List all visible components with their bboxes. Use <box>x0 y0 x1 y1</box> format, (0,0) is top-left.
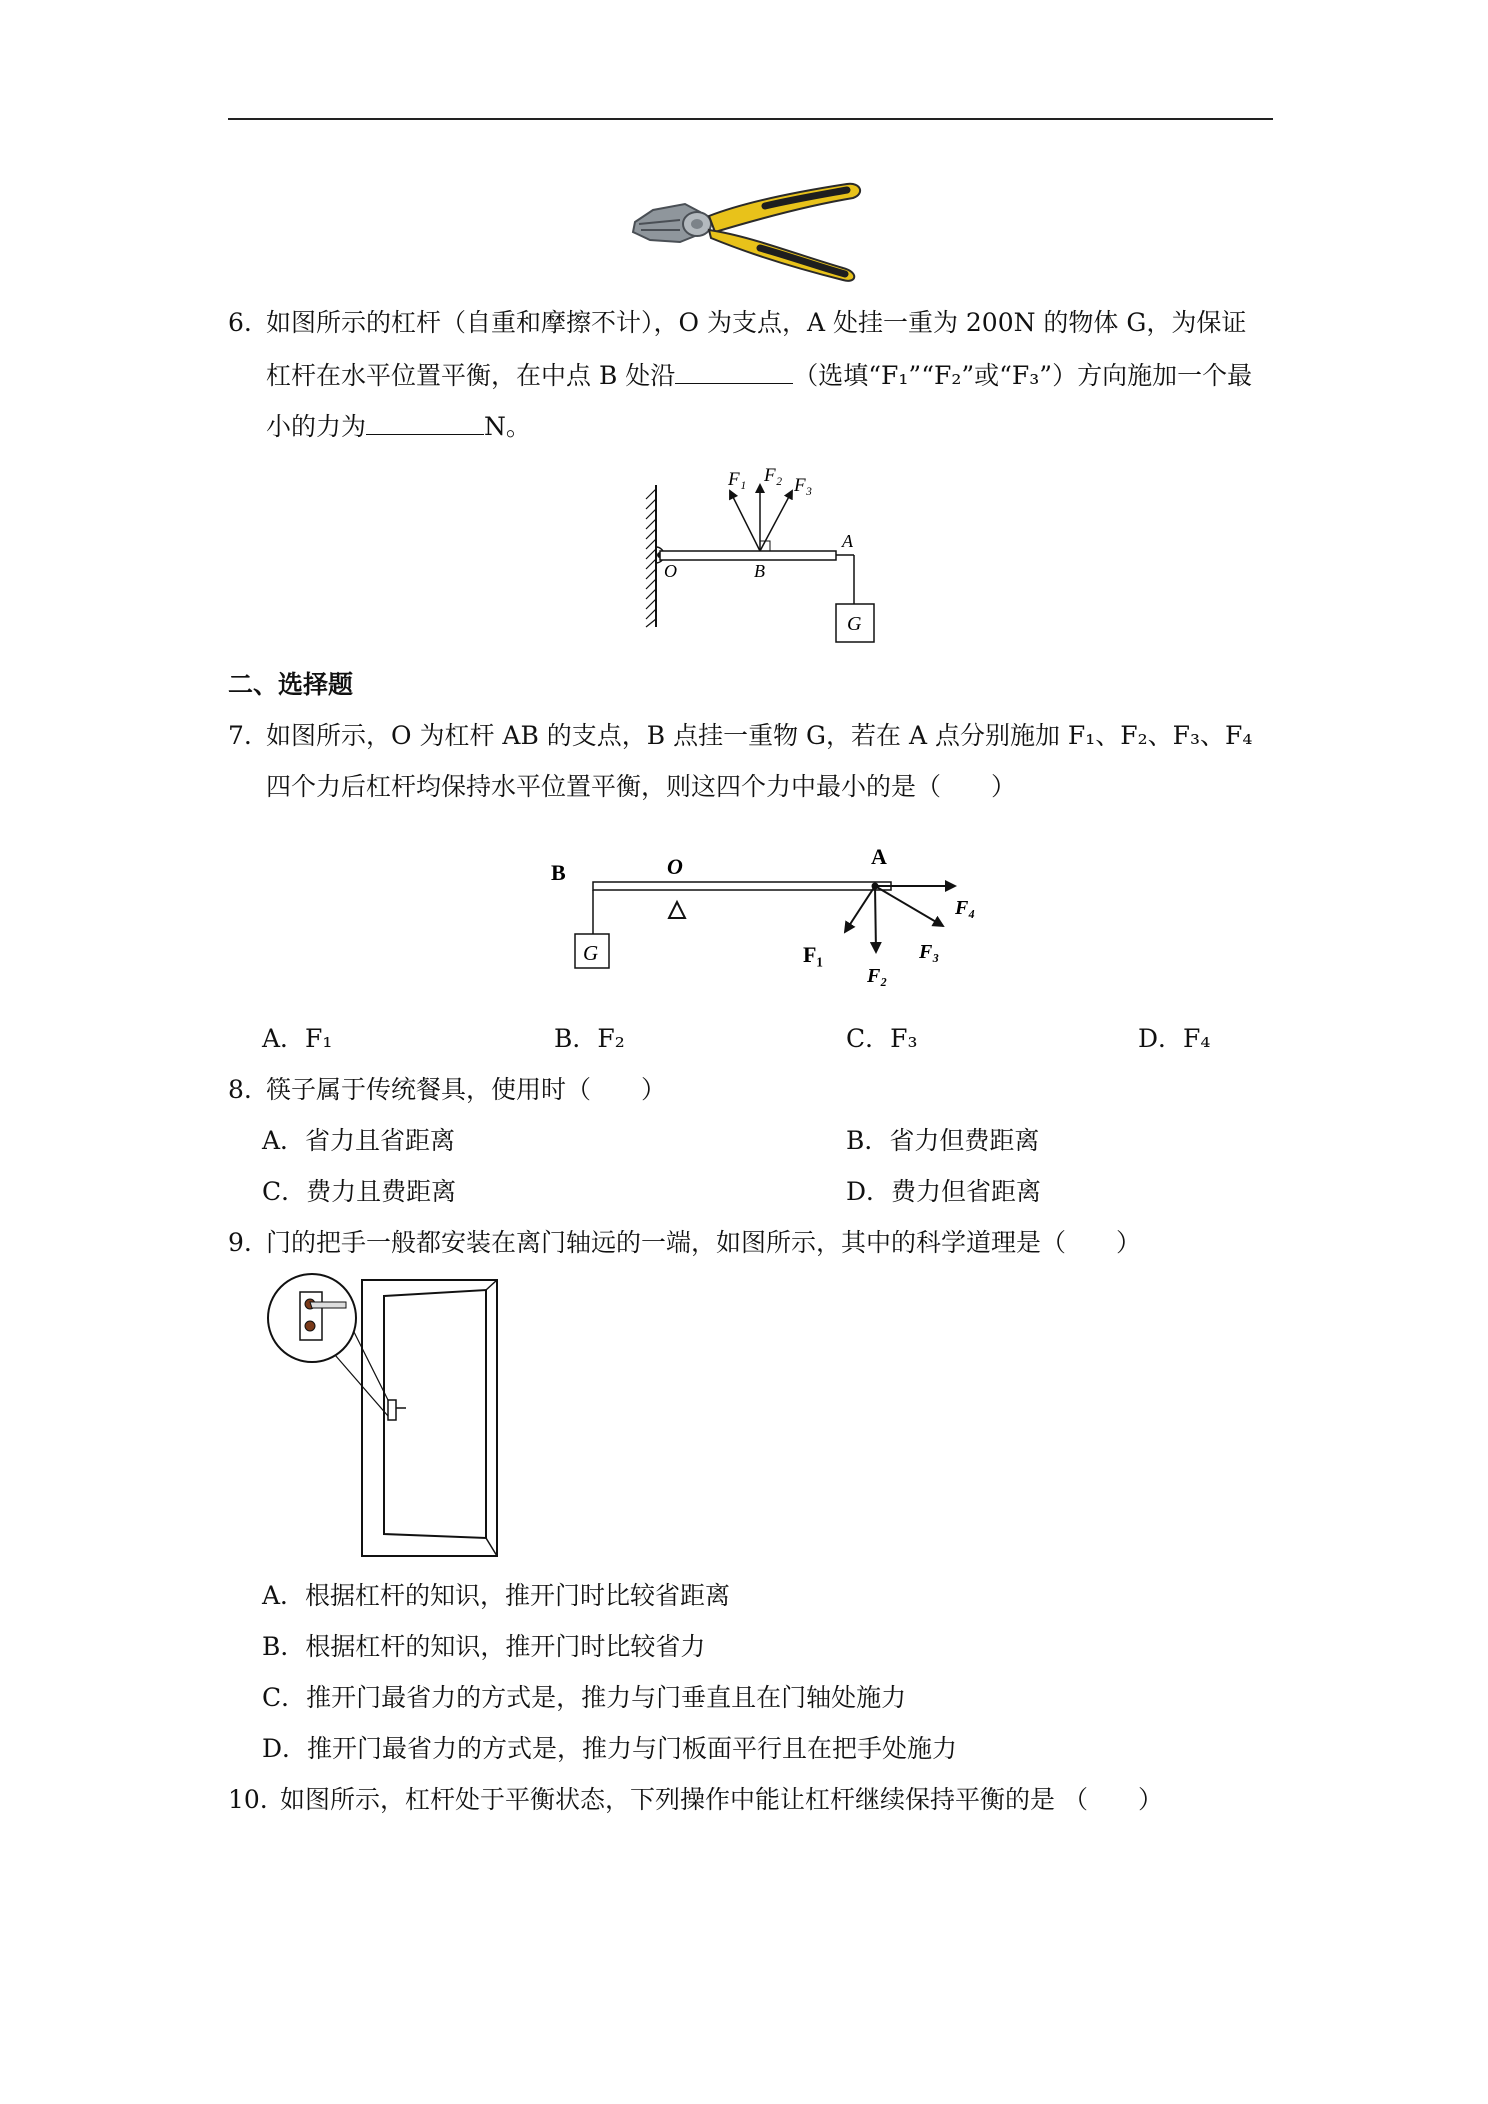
q6-lever-diagram <box>640 455 880 655</box>
q7-label-F2: F₂ <box>867 965 888 987</box>
pliers-image <box>625 172 870 284</box>
q7-label-F3: F₃ <box>919 941 940 963</box>
q6-answer-blank-direction[interactable] <box>675 357 793 384</box>
q7-label-G: G <box>583 941 599 965</box>
q6-answer-blank-force[interactable] <box>366 408 484 435</box>
q8-stem: 筷子属于传统餐具，使用时（ ） <box>266 1075 667 1104</box>
q6-label-B: B <box>754 561 765 581</box>
header-rule <box>228 118 1273 120</box>
section-heading-choice: 二、选择题 <box>228 670 354 699</box>
q8-option-d[interactable]: D．费力但省距离 <box>846 1177 1042 1206</box>
q6-line2-start: 杠杆在水平位置平衡，在中点 B 处沿 <box>266 361 676 390</box>
q9-option-c[interactable]: C．推开门最省力的方式是，推力与门垂直且在门轴处施力 <box>262 1683 907 1712</box>
q9-option-d[interactable]: D．推开门最省力的方式是，推力与门板面平行且在把手处施力 <box>262 1734 958 1763</box>
q7-lever-diagram <box>545 842 1005 1002</box>
q8-option-b[interactable]: B．省力但费距离 <box>846 1126 1040 1155</box>
q7-option-c[interactable]: C．F₃ <box>846 1024 918 1053</box>
q6-label-O: O <box>664 561 677 581</box>
q9-number: 9. <box>228 1228 252 1257</box>
q7-label-A: A <box>871 844 887 869</box>
q7-option-a[interactable]: A．F₁ <box>262 1024 333 1053</box>
q9-door-diagram <box>260 1276 505 1561</box>
q9-option-a[interactable]: A．根据杠杆的知识，推开门时比较省距离 <box>262 1581 731 1610</box>
q6-line3-end: N。 <box>484 412 531 441</box>
q6-line2 <box>266 357 1252 393</box>
q6-label-G: G <box>847 613 862 635</box>
q10-number: 10. <box>228 1785 268 1814</box>
q10-stem: 如图所示，杠杆处于平衡状态，下列操作中能让杠杆继续保持平衡的是 （ ） <box>280 1785 1163 1814</box>
q6-label-F1: F₁ <box>728 469 747 490</box>
q6-line3 <box>266 408 531 444</box>
q6-label-F3: F₃ <box>794 475 813 496</box>
q8-number: 8. <box>228 1075 252 1104</box>
q6-label-A: A <box>842 531 853 551</box>
q6-line3-start: 小的力为 <box>266 412 367 441</box>
q6-label-F2: F₂ <box>764 465 783 486</box>
q7-label-F1: F₁ <box>803 942 824 967</box>
q9-option-b[interactable]: B．根据杠杆的知识，推开门时比较省力 <box>262 1632 706 1661</box>
q6-line1: 如图所示的杠杆（自重和摩擦不计），O 为支点，A 处挂一重为 200N 的物体 G，为保证 <box>266 308 1247 337</box>
q9-stem: 门的把手一般都安装在离门轴远的一端，如图所示，其中的科学道理是（ ） <box>266 1228 1142 1257</box>
q6-number: 6. <box>228 308 252 337</box>
q7-label-O: O <box>667 854 683 879</box>
q7-option-b[interactable]: B．F₂ <box>554 1024 625 1053</box>
q7-label-F4: F₄ <box>955 897 976 919</box>
q6-line2-end: （选填“F₁”“F₂”或“F₃”）方向施加一个最 <box>793 361 1253 390</box>
q7-number: 7. <box>228 721 252 750</box>
q7-line2: 四个力后杠杆均保持水平位置平衡，则这四个力中最小的是（ ） <box>266 772 1017 801</box>
q8-option-c[interactable]: C．费力且费距离 <box>262 1177 457 1206</box>
q7-option-d[interactable]: D．F₄ <box>1138 1024 1211 1053</box>
q7-line1: 如图所示，O 为杠杆 AB 的支点，B 点挂一重物 G，若在 A 点分别施加 F₁、F₂、F₃、F₄ <box>266 721 1253 750</box>
q8-option-a[interactable]: A．省力且省距离 <box>262 1126 456 1155</box>
q7-label-B: B <box>551 860 566 885</box>
